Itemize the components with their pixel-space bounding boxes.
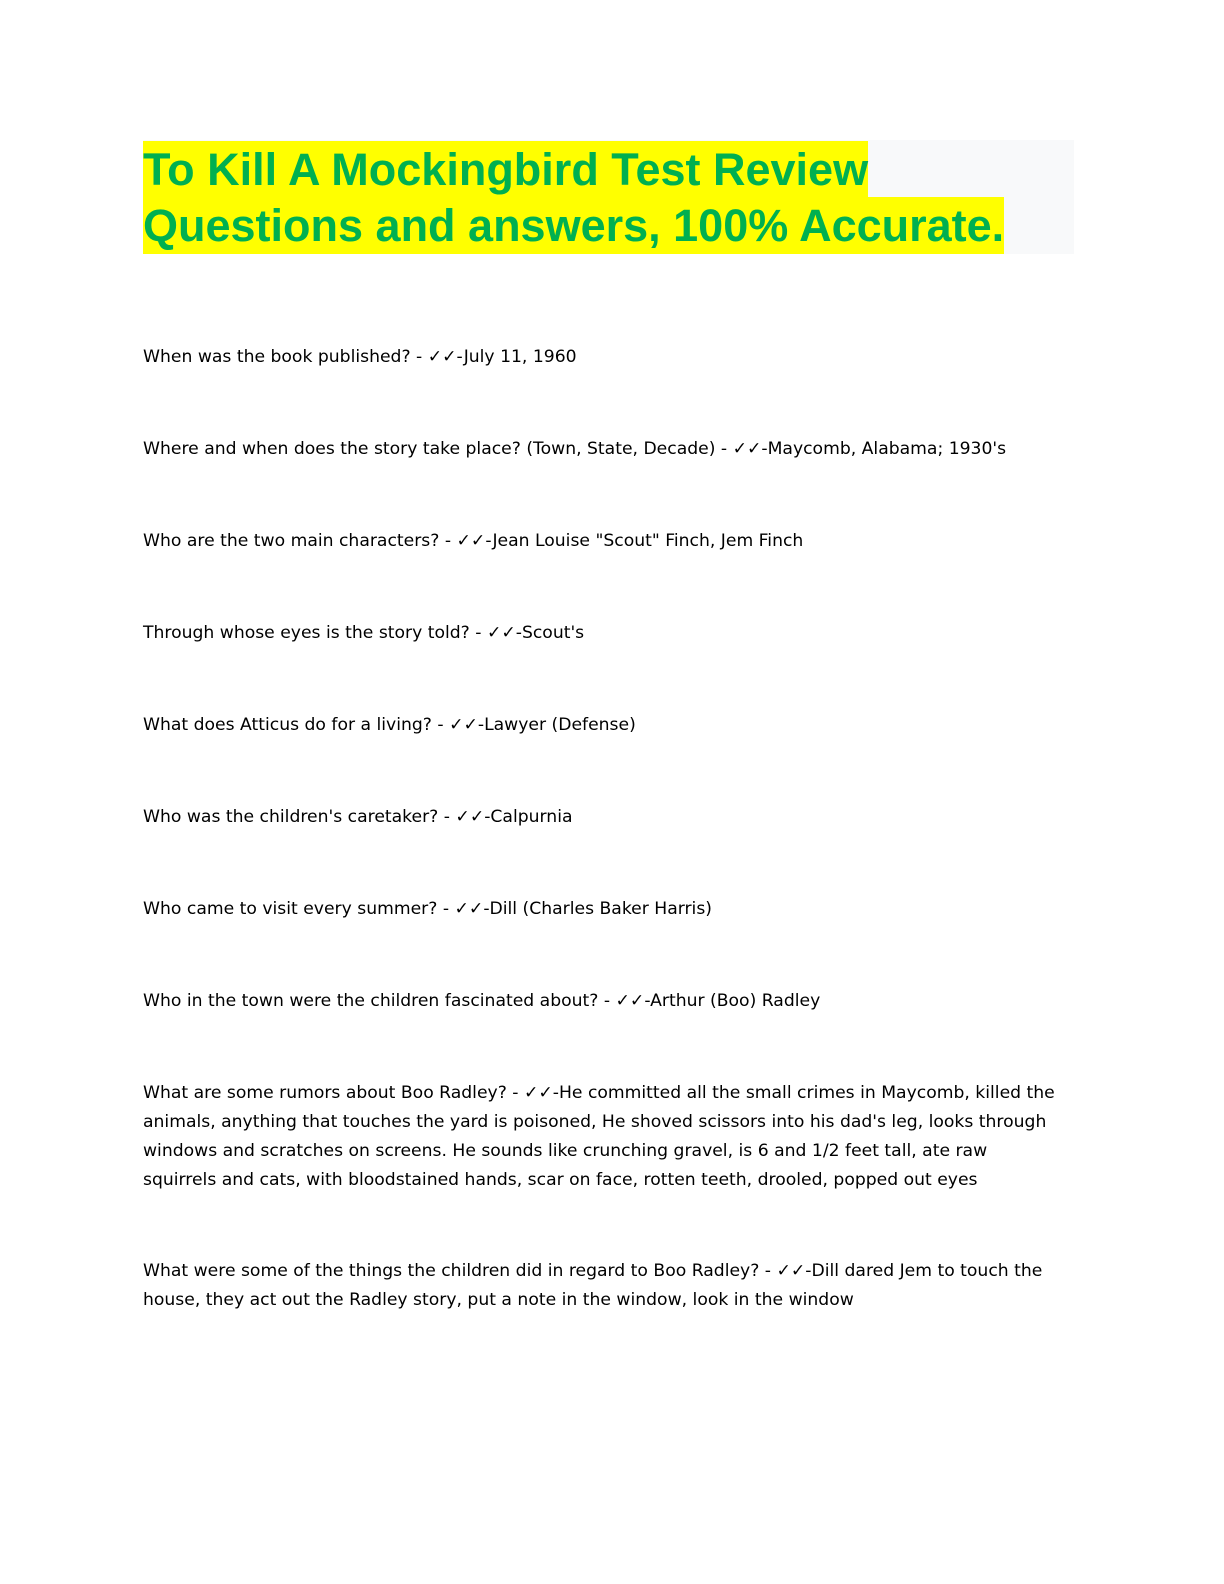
double-check-icon: ✓✓	[776, 1261, 806, 1281]
answer-text: -Dill dared Jem to touch the house, they act out the Radley story, put a note in the window, look in the window	[143, 1261, 1043, 1310]
double-check-icon: ✓✓	[455, 807, 485, 827]
question-text: Who came to visit every summer?	[143, 899, 438, 919]
question-text: Where and when does the story take place? (Town, State, Decade)	[143, 439, 716, 459]
qa-item	[143, 987, 1063, 1016]
separator: -	[469, 623, 487, 643]
qa-item	[143, 895, 1063, 924]
separator: -	[438, 807, 456, 827]
qa-item	[143, 619, 1063, 648]
separator: -	[759, 1261, 777, 1281]
double-check-icon: ✓✓	[449, 715, 478, 735]
question-text: What are some rumors about Boo Radley?	[143, 1083, 507, 1103]
separator: -	[598, 991, 616, 1011]
double-check-icon: ✓✓	[732, 439, 762, 459]
question-text: Who in the town were the children fascinated about?	[143, 991, 599, 1011]
double-check-icon: ✓✓	[454, 899, 484, 919]
answer-text: -Scout's	[515, 623, 585, 643]
qa-item	[143, 435, 1063, 464]
question-text: What does Atticus do for a living?	[143, 715, 432, 735]
answer-text: -Arthur (Boo) Radley	[644, 991, 821, 1011]
double-check-icon: ✓✓	[523, 1083, 553, 1103]
double-check-icon: ✓✓	[427, 347, 457, 367]
question-text: When was the book published?	[143, 347, 411, 367]
qa-item	[143, 803, 1063, 832]
qa-item	[143, 1079, 1063, 1195]
question-text: Who was the children's caretaker?	[143, 807, 439, 827]
double-check-icon: ✓✓	[456, 531, 486, 551]
separator: -	[715, 439, 733, 459]
qa-item	[143, 343, 1063, 372]
document-title-line-1: To Kill A Mockingbird Test Review	[143, 141, 868, 198]
document-title-line-2: Questions and answers, 100% Accurate.	[143, 197, 1004, 254]
answer-text: -Dill (Charles Baker Harris)	[483, 899, 712, 919]
separator: -	[437, 899, 455, 919]
qa-item	[143, 1257, 1063, 1315]
double-check-icon: ✓✓	[486, 623, 516, 643]
answer-text: -Jean Louise "Scout" Finch, Jem Finch	[485, 531, 804, 551]
separator: -	[439, 531, 457, 551]
qa-item	[143, 527, 1063, 556]
separator: -	[431, 715, 450, 735]
answer-text: -July 11, 1960	[456, 347, 577, 367]
separator: -	[506, 1083, 524, 1103]
answer-text: -Lawyer (Defense)	[477, 715, 636, 735]
qa-item	[143, 711, 1063, 740]
question-text: Who are the two main characters?	[143, 531, 440, 551]
double-check-icon: ✓✓	[615, 991, 645, 1011]
question-text: What were some of the things the children did in regard to Boo Radley?	[143, 1261, 760, 1281]
answer-text: -He committed all the small crimes in Maycomb, killed the animals, anything that touches the yard is poisoned, He shoved scissors into his dad's leg, looks through windows and scratches on screens. He sounds like crunching gravel, is 6 and 1/2 feet tall, ate raw squirrels and cats, with bloodstained hands, scar on face, rotten teeth, drooled, popped out eyes	[143, 1083, 1055, 1190]
question-text: Through whose eyes is the story told?	[143, 623, 470, 643]
answer-text: -Maycomb, Alabama; 1930's	[761, 439, 1007, 459]
answer-text: -Calpurnia	[484, 807, 573, 827]
separator: -	[410, 347, 428, 367]
